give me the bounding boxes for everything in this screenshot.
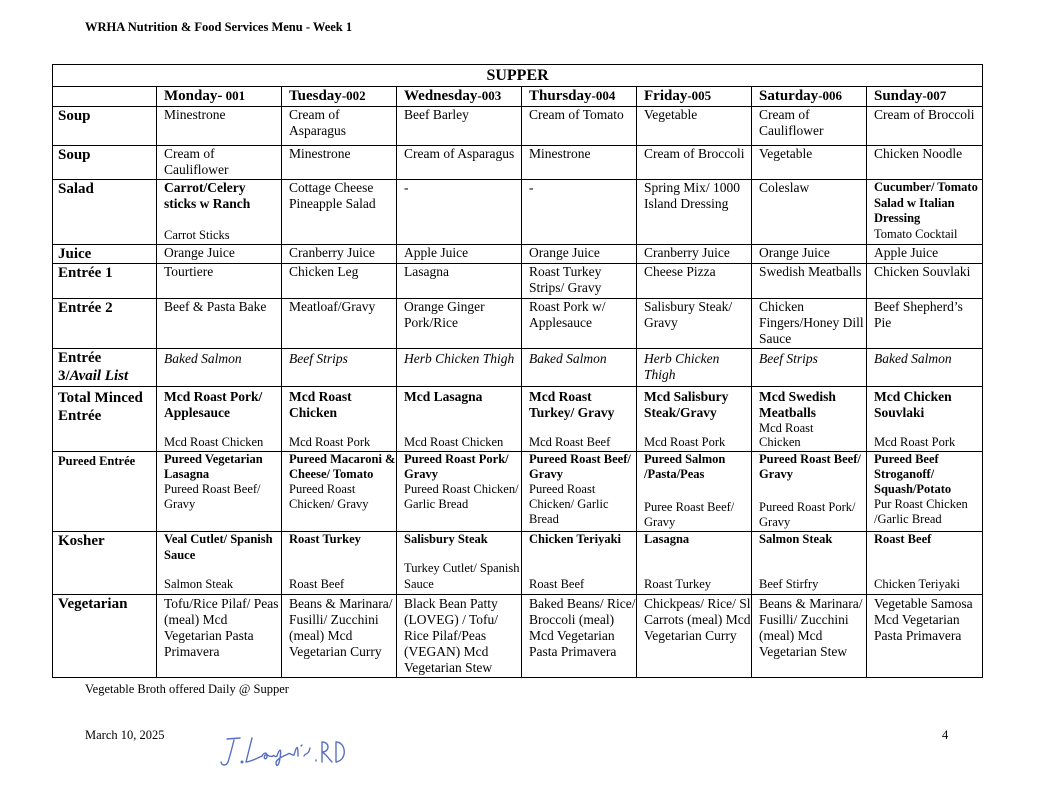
minced-alt: Mcd Roast Chicken xyxy=(164,435,264,449)
minced-alt: Mcd Roast Pork xyxy=(874,435,956,449)
menu-cell: Lasagna xyxy=(397,264,522,299)
row-pureed-entree xyxy=(53,452,983,532)
row-entree-1 xyxy=(53,264,983,299)
row-label-line: Entrée xyxy=(58,350,102,366)
row-kosher xyxy=(53,532,983,595)
menu-cell xyxy=(752,452,867,532)
salad-alt: Tomato Cocktail xyxy=(874,226,958,241)
row-label-vegetarian: Vegetarian xyxy=(53,595,157,678)
menu-cell: Coleslaw xyxy=(752,180,867,245)
menu-cell: Cottage Cheese Pineapple Salad xyxy=(282,180,397,245)
menu-cell: Apple Juice xyxy=(867,245,983,264)
menu-cell: Cheese Pizza xyxy=(637,264,752,299)
row-entree-3 xyxy=(53,349,983,387)
day-header-row xyxy=(53,87,983,107)
menu-cell: Minestrone xyxy=(157,107,282,146)
kosher-main: Roast Beef xyxy=(874,532,932,546)
kosher-main: Lasagna xyxy=(644,532,690,546)
menu-cell: Orange Juice xyxy=(752,245,867,264)
kosher-main: Veal Cutlet/ Spanish Sauce xyxy=(164,532,273,562)
kosher-main: Roast Turkey xyxy=(289,532,361,546)
pureed-main: Pureed Roast Pork/ Gravy xyxy=(404,452,509,481)
menu-cell: Beans & Marinara/ Fusilli/ Zucchini (meal) Mcd Vegetarian Curry xyxy=(282,595,397,678)
day-header-wednesday: Wednesday-003 xyxy=(397,87,522,107)
menu-cell xyxy=(157,452,282,532)
menu-cell: Cream of Asparagus xyxy=(397,146,522,180)
menu-cell: Roast Pork w/ Applesauce xyxy=(522,299,637,349)
handwritten-signature xyxy=(218,728,358,777)
menu-cell: Beef Strips xyxy=(282,349,397,387)
menu-cell: Chicken Leg xyxy=(282,264,397,299)
menu-cell: Tourtiere xyxy=(157,264,282,299)
menu-cell: Baked Salmon xyxy=(867,349,983,387)
row-label-entree-2: Entrée 2 xyxy=(53,299,157,349)
menu-cell: Orange Juice xyxy=(522,245,637,264)
row-label-line: 3/ xyxy=(58,368,70,384)
kosher-alt: Roast Beef xyxy=(289,576,345,591)
row-salad xyxy=(53,180,983,245)
row-juice xyxy=(53,245,983,264)
supper-menu-table xyxy=(52,64,983,678)
menu-cell: Beef & Pasta Bake xyxy=(157,299,282,349)
menu-cell: Baked Salmon xyxy=(522,349,637,387)
menu-cell xyxy=(867,387,983,452)
menu-cell: Beef Barley xyxy=(397,107,522,146)
pureed-alt: Pureed Roast Chicken/ Garlic Bread xyxy=(529,482,609,526)
menu-cell: Cream of Cauliflower xyxy=(157,146,282,180)
minced-alt: Mcd Roast Pork xyxy=(644,435,726,449)
menu-cell: Vegetable Samosa Mcd Vegetarian Pasta Primavera xyxy=(867,595,983,678)
day-header-sunday: Sunday-007 xyxy=(867,87,983,107)
menu-cell: Tofu/Rice Pilaf/ Peas (meal) Mcd Vegetarian Pasta Primavera xyxy=(157,595,282,678)
row-entree-2 xyxy=(53,299,983,349)
row-minced-entree xyxy=(53,387,983,452)
pureed-main: Pureed Salmon /Pasta/Peas xyxy=(644,452,726,481)
row-label-line: Avail List xyxy=(69,368,129,384)
kosher-main: Salmon Steak xyxy=(759,532,833,546)
minced-main: Mcd Roast Pork/ Applesauce xyxy=(164,389,263,420)
menu-cell: Beef Shepherd’s Pie xyxy=(867,299,983,349)
menu-cell: Cream of Broccoli xyxy=(867,107,983,146)
pureed-main: Pureed Beef Stroganoff/ Squash/Potato xyxy=(874,452,952,496)
pureed-alt: Puree Roast Beef/ Gravy xyxy=(644,500,735,529)
menu-cell: Cream of Asparagus xyxy=(282,107,397,146)
row-label-minced: Total Minced Entrée xyxy=(53,387,157,452)
minced-alt: Mcd Roast Pork xyxy=(289,435,371,449)
document-title: WRHA Nutrition & Food Services Menu - Week 1 xyxy=(85,20,353,34)
menu-cell xyxy=(867,532,983,595)
kosher-alt: Salmon Steak xyxy=(164,576,234,591)
menu-cell xyxy=(397,452,522,532)
menu-cell xyxy=(637,387,752,452)
menu-cell: Baked Beans/ Rice/ Broccoli (meal) Mcd Vegetarian Pasta Primavera xyxy=(522,595,637,678)
row-label-soup: Soup xyxy=(53,107,157,146)
pureed-alt: Pur Roast Chicken /Garlic Bread xyxy=(874,497,968,526)
menu-cell: Salisbury Steak/ Gravy xyxy=(637,299,752,349)
pureed-alt: Pureed Roast Beef/ Gravy xyxy=(164,482,261,511)
minced-main: Mcd Swedish Meatballs xyxy=(759,389,836,420)
menu-cell: Herb Chicken Thigh xyxy=(397,349,522,387)
menu-cell xyxy=(637,452,752,532)
pureed-alt: Pureed Roast Chicken/ Gravy xyxy=(289,482,369,511)
menu-cell: Minestrone xyxy=(522,146,637,180)
row-soup-2 xyxy=(53,146,983,180)
row-vegetarian xyxy=(53,595,983,678)
menu-cell xyxy=(752,387,867,452)
menu-cell: Cranberry Juice xyxy=(637,245,752,264)
pureed-alt: Pureed Roast Chicken/ Garlic Bread xyxy=(404,482,519,511)
pureed-main: Pureed Roast Beef/ Gravy xyxy=(759,452,861,481)
menu-cell xyxy=(752,532,867,595)
menu-cell: Vegetable xyxy=(752,146,867,180)
menu-cell: Vegetable xyxy=(637,107,752,146)
menu-cell xyxy=(282,532,397,595)
menu-cell xyxy=(867,452,983,532)
menu-cell: Orange Juice xyxy=(157,245,282,264)
pureed-alt: Pureed Roast Pork/ Gravy xyxy=(759,500,856,529)
menu-cell: Cream of Tomato xyxy=(522,107,637,146)
row-label-salad: Salad xyxy=(53,180,157,245)
menu-cell: Cream of Broccoli xyxy=(637,146,752,180)
menu-cell: Beef Strips xyxy=(752,349,867,387)
menu-cell xyxy=(522,452,637,532)
menu-cell xyxy=(157,532,282,595)
menu-cell: Chicken Fingers/Honey Dill Sauce xyxy=(752,299,867,349)
menu-cell: Swedish Meatballs xyxy=(752,264,867,299)
menu-cell: Herb Chicken Thigh xyxy=(637,349,752,387)
menu-cell xyxy=(397,532,522,595)
menu-cell: Apple Juice xyxy=(397,245,522,264)
menu-cell xyxy=(282,452,397,532)
minced-main: Mcd Roast Chicken xyxy=(289,389,352,420)
kosher-alt: Turkey Cutlet/ Spanish Sauce xyxy=(404,561,520,591)
menu-cell-empty: - xyxy=(397,180,522,245)
salad-alt: Carrot Sticks xyxy=(164,228,230,242)
pureed-main: Pureed Roast Beef/ Gravy xyxy=(529,452,631,481)
day-header-monday: Monday- 001 xyxy=(157,87,282,107)
menu-cell: Chickpeas/ Rice/ Sl Carrots (meal) Mcd Vegetarian Curry xyxy=(637,595,752,678)
menu-cell: Roast Turkey Strips/ Gravy xyxy=(522,264,637,299)
kosher-alt: Beef Stirfry xyxy=(759,576,819,591)
minced-mid: Mcd Roast xyxy=(759,421,814,435)
pureed-main: Pureed Macaroni & Cheese/ Tomato xyxy=(289,452,396,481)
minced-main: Mcd Lasagna xyxy=(404,389,483,404)
minced-alt: Mcd Roast Chicken xyxy=(404,435,504,449)
menu-cell: Baked Salmon xyxy=(157,349,282,387)
row-label-kosher: Kosher xyxy=(53,532,157,595)
minced-main: Mcd Roast Turkey/ Gravy xyxy=(529,389,615,420)
menu-cell: Chicken Souvlaki xyxy=(867,264,983,299)
day-header-friday: Friday-005 xyxy=(637,87,752,107)
menu-cell: Black Bean Patty (LOVEG) / Tofu/ Rice Pilaf/Peas (VEGAN) Mcd Vegetarian Stew xyxy=(397,595,522,678)
footnote: Vegetable Broth offered Daily @ Supper xyxy=(85,682,289,696)
minced-alt: Mcd Roast Beef xyxy=(529,435,611,449)
salad-main: Carrot/Celery sticks w Ranch xyxy=(164,180,251,211)
day-header-tuesday: Tuesday-002 xyxy=(282,87,397,107)
minced-main: Mcd Salisbury Steak/Gravy xyxy=(644,389,729,420)
signature-drawing xyxy=(218,728,358,772)
menu-cell-empty: - xyxy=(522,180,637,245)
kosher-alt: Chicken Teriyaki xyxy=(874,576,961,591)
day-header-saturday: Saturday-006 xyxy=(752,87,867,107)
menu-cell xyxy=(282,387,397,452)
kosher-alt: Roast Turkey xyxy=(644,576,712,591)
menu-cell: Beans & Marinara/ Fusilli/ Zucchini (meal) Mcd Vegetarian Stew xyxy=(752,595,867,678)
menu-cell: Orange Ginger Pork/Rice xyxy=(397,299,522,349)
corner-cell xyxy=(53,87,157,107)
kosher-main: Salisbury Steak xyxy=(404,532,488,546)
menu-cell xyxy=(867,180,983,245)
document-date: March 10, 2025 xyxy=(85,728,165,742)
kosher-alt: Roast Beef xyxy=(529,576,585,591)
menu-cell: Cranberry Juice xyxy=(282,245,397,264)
menu-cell: Chicken Noodle xyxy=(867,146,983,180)
day-header-thursday: Thursday-004 xyxy=(522,87,637,107)
row-soup-1 xyxy=(53,107,983,146)
menu-cell: Cream of Cauliflower xyxy=(752,107,867,146)
meal-heading: SUPPER xyxy=(53,65,983,87)
menu-cell xyxy=(157,387,282,452)
row-label-entree-3 xyxy=(53,349,157,387)
minced-alt: Chicken xyxy=(759,435,801,449)
menu-cell xyxy=(397,387,522,452)
page-number: 4 xyxy=(942,728,949,742)
kosher-main: Chicken Teriyaki xyxy=(529,532,622,546)
row-label-entree-1: Entrée 1 xyxy=(53,264,157,299)
row-label-juice: Juice xyxy=(53,245,157,264)
menu-cell: Spring Mix/ 1000 Island Dressing xyxy=(637,180,752,245)
menu-cell xyxy=(522,387,637,452)
row-label-pureed: Pureed Entrée xyxy=(53,452,157,532)
row-label-soup: Soup xyxy=(53,146,157,180)
salad-main: Cucumber/ Tomato Salad w Italian Dressing xyxy=(874,180,978,225)
menu-cell: Minestrone xyxy=(282,146,397,180)
menu-cell: Meatloaf/Gravy xyxy=(282,299,397,349)
menu-cell xyxy=(637,532,752,595)
pureed-main: Pureed Vegetarian Lasagna xyxy=(164,452,263,481)
menu-cell xyxy=(522,532,637,595)
menu-cell xyxy=(157,180,282,245)
minced-main: Mcd Chicken Souvlaki xyxy=(874,389,952,420)
